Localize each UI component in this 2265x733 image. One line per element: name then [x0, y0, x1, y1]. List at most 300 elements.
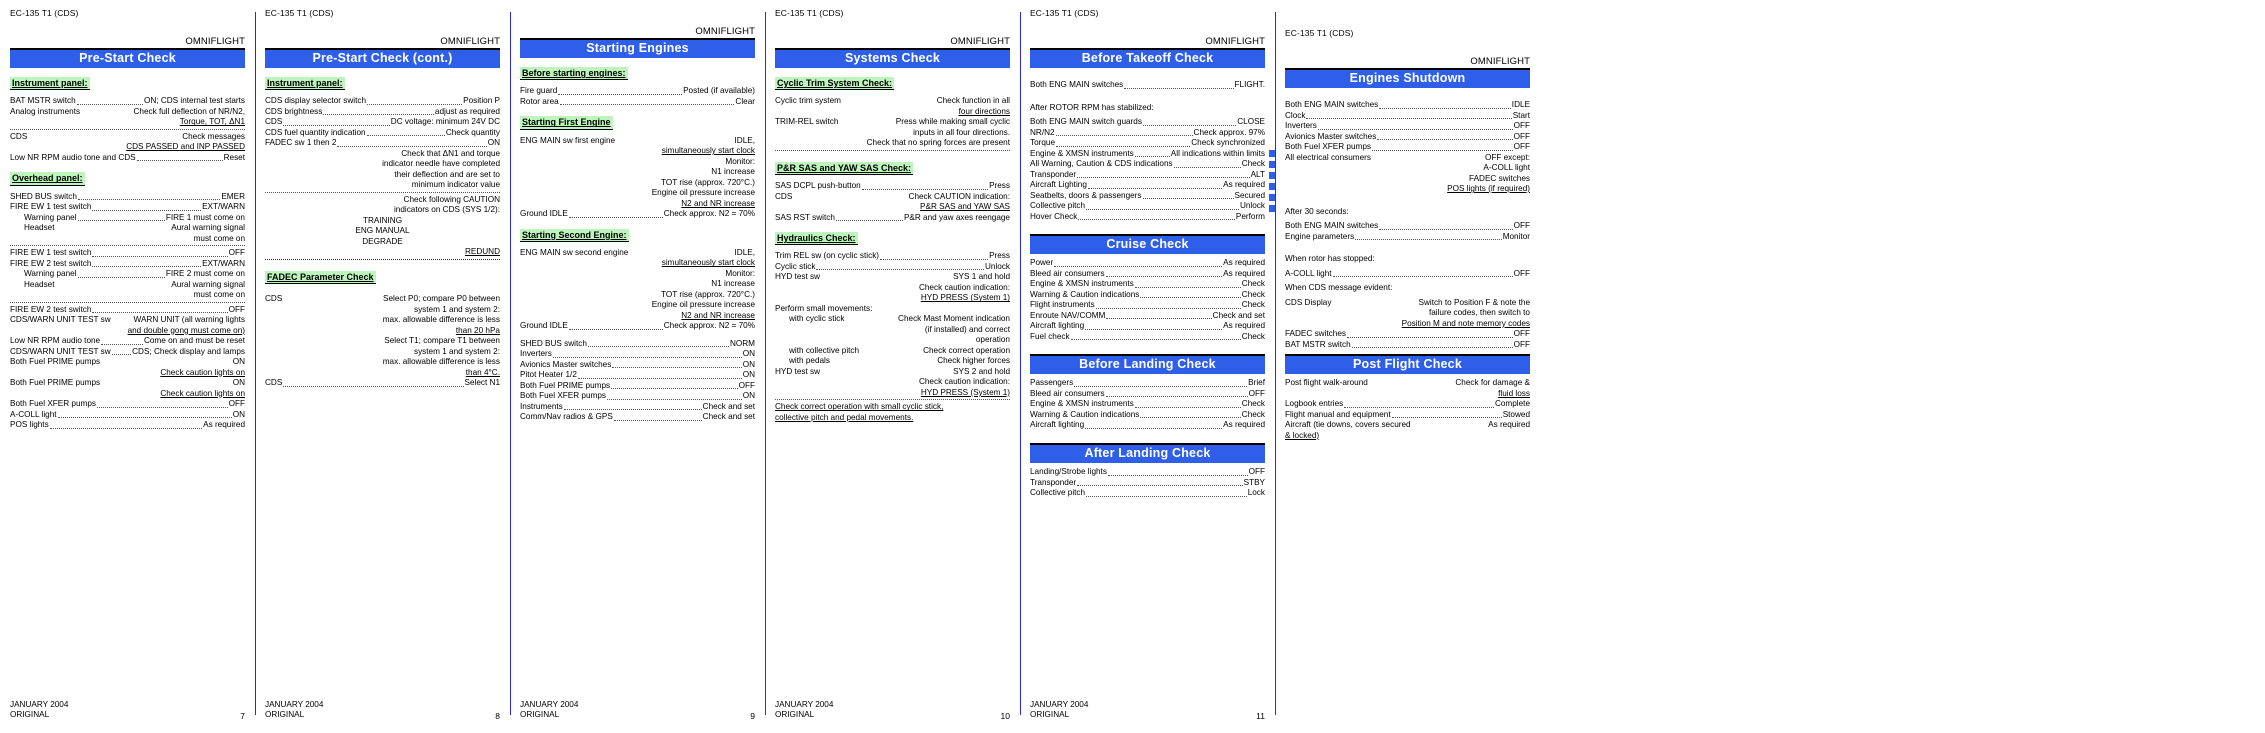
table-row — [1030, 410, 1265, 421]
row-label: HYD test sw — [775, 272, 821, 282]
leader-dots — [1078, 212, 1235, 220]
row-label: All Warning, Caution & CDS indications — [1030, 159, 1173, 169]
row-label: Transponder — [1030, 477, 1077, 487]
divider — [775, 399, 1010, 400]
leader-dots — [112, 317, 133, 324]
checklist-page-5 — [1020, 0, 1275, 733]
row-value: Check quantity — [445, 127, 500, 137]
row-value: All indications within limits — [1170, 148, 1265, 158]
row-value: IDLE, — [734, 247, 755, 257]
row-continuation: TRAINING — [362, 215, 403, 225]
row-label: SAS RST switch — [775, 212, 835, 222]
row-label: FIRE EW 2 test switch — [10, 304, 92, 314]
table-row — [1285, 121, 1530, 132]
row-value: Check higher forces — [937, 356, 1010, 366]
row-label: Both ENG MAIN switches — [1285, 221, 1379, 231]
row-value: Check Mast Moment indication — [898, 314, 1010, 324]
row-label: Collective pitch — [1030, 201, 1086, 211]
page-footer — [775, 700, 1010, 721]
row-value: OFF — [1513, 121, 1530, 131]
table-row — [10, 202, 245, 213]
leader-dots — [1306, 111, 1511, 119]
row-value: Check approx. 97% — [1193, 127, 1265, 137]
row-continuation: N2 and NR increase — [681, 310, 755, 320]
row-label: Both Fuel XFER pumps — [10, 399, 97, 409]
table-row — [265, 96, 500, 107]
row-label: CDS/WARN UNIT TEST sw — [10, 346, 111, 356]
table-row — [1030, 399, 1265, 410]
row-label: Both ENG MAIN switches — [1030, 80, 1124, 90]
table-row — [1030, 300, 1265, 311]
row-label: CDS/WARN UNIT TEST sw — [10, 315, 111, 325]
row-label: NR/N2 — [1030, 127, 1055, 137]
row-continuation: failure codes, then switch to — [1428, 308, 1530, 318]
page-title: Engines Shutdown — [1285, 68, 1530, 88]
row-continuation: Torque, TOT, ΔN1 — [179, 117, 245, 127]
table-row — [775, 96, 1010, 107]
leader-dots — [880, 252, 988, 260]
row-value: ON — [487, 138, 500, 148]
leader-dots — [283, 296, 382, 303]
row-value: As required — [203, 420, 245, 430]
section-rows — [1285, 298, 1530, 351]
table-row — [10, 280, 245, 291]
leader-dots — [50, 421, 202, 429]
table-row — [520, 339, 755, 350]
leader-dots — [367, 128, 445, 136]
page-doc-id: EC-135 T1 (CDS) — [775, 8, 844, 18]
table-row — [1285, 378, 1530, 389]
table-row — [1030, 269, 1265, 280]
leader-dots — [337, 139, 486, 147]
footer-revision: ORIGINAL — [1030, 710, 1070, 720]
leader-dots — [1106, 269, 1222, 277]
footer-revision: ORIGINAL — [775, 710, 815, 720]
table-row — [520, 136, 755, 147]
row-continuation: N1 increase — [711, 279, 755, 289]
checklist-page-3 — [510, 0, 765, 733]
row-continuation: POS lights (if required) — [1447, 184, 1530, 194]
section-rows — [10, 96, 245, 163]
row-label: A-COLL light — [1285, 268, 1332, 278]
row-value: OFF — [1513, 339, 1530, 349]
row-value: Aural warning signal — [171, 223, 245, 233]
row-continuation: HYD PRESS (System 1) — [920, 293, 1010, 303]
leader-dots — [58, 410, 232, 418]
row-value: Select P0; compare P0 between — [383, 294, 500, 304]
section-rows — [520, 86, 755, 107]
footer-date: JANUARY 2004 — [10, 699, 69, 709]
section-rows — [10, 192, 245, 431]
row-value: OFF — [1248, 467, 1265, 476]
section-rows — [1285, 100, 1530, 195]
table-row — [520, 381, 755, 392]
page-doc-id: EC-135 T1 (CDS) — [1030, 8, 1099, 18]
leader-dots — [92, 259, 201, 267]
row-value: Check — [1241, 331, 1265, 341]
leader-dots — [569, 210, 663, 218]
row-value: FLIGHT. — [1234, 80, 1265, 90]
page-title: Systems Check — [775, 48, 1010, 68]
row-value: Check and set — [1212, 310, 1265, 320]
table-row — [265, 128, 500, 139]
table-row — [520, 321, 755, 332]
row-label: Comm/Nav radios & GPS — [520, 412, 613, 422]
row-label: Both ENG MAIN switch guards — [1030, 117, 1142, 127]
leader-dots — [1086, 202, 1239, 210]
row-value: Check — [1241, 279, 1265, 289]
page-number: 7 — [240, 711, 245, 721]
table-row — [10, 410, 245, 421]
leader-dots — [1140, 290, 1240, 298]
leader-dots — [101, 359, 232, 366]
row-value: CLOSE — [1237, 117, 1265, 127]
row-continuation: operation — [975, 335, 1010, 345]
row-label: Aircraft (tie downs, covers secured — [1285, 420, 1411, 430]
table-row — [1285, 410, 1530, 421]
row-value: Reset — [223, 152, 245, 162]
leader-dots — [137, 153, 223, 161]
table-row — [775, 262, 1010, 273]
table-row — [520, 412, 755, 423]
row-value: Check approx. N2 = 70% — [663, 209, 755, 219]
row-continuation: ENG MANUAL — [355, 226, 410, 236]
section-rows — [1030, 258, 1265, 342]
row-continuation: Check following CAUTION — [403, 194, 500, 204]
row-label: Fuel check — [1030, 331, 1070, 341]
row-label: HYD test sw — [775, 366, 821, 376]
leader-dots — [629, 249, 733, 256]
table-row — [10, 213, 245, 224]
footer-revision: ORIGINAL — [10, 710, 50, 720]
row-value: ON — [232, 409, 245, 419]
row-continuation: four directions — [958, 106, 1010, 116]
page-title: Pre-Start Check (cont.) — [265, 48, 500, 68]
row-continuation: fluid loss — [1498, 388, 1530, 398]
section-rows — [520, 136, 755, 220]
table-row — [265, 378, 500, 389]
row-label: FADEC switches — [1285, 329, 1346, 339]
leader-dots — [1372, 143, 1513, 151]
leader-dots — [1392, 410, 1502, 418]
leader-dots — [831, 358, 936, 365]
row-continuation: simultaneously start clock — [661, 258, 755, 268]
table-row — [520, 370, 755, 381]
row-value: Check messages — [182, 131, 245, 141]
leader-dots — [1086, 489, 1247, 497]
leader-dots — [81, 108, 132, 115]
plain-heading: After 30 seconds: — [1285, 206, 1349, 216]
row-continuation: CDS PASSED and INP PASSED — [126, 142, 245, 152]
row-value: Check correct operation — [923, 345, 1010, 355]
row-label: FIRE EW 2 test switch — [10, 258, 92, 268]
row-value: OFF — [228, 248, 245, 258]
row-label: Avionics Master switches — [520, 359, 612, 369]
table-row — [775, 251, 1010, 262]
row-value: OFF — [1513, 268, 1530, 278]
row-value: ON; CDS internal test starts — [143, 96, 245, 106]
row-continuation: Engine oil pressure increase — [651, 188, 755, 198]
table-row — [10, 336, 245, 347]
leader-dots — [1077, 170, 1249, 178]
table-row — [1285, 153, 1530, 164]
row-value: OFF — [1513, 131, 1530, 141]
row-label: Engine parameters — [1285, 231, 1355, 241]
page-number: 11 — [1256, 711, 1265, 721]
leader-dots — [862, 182, 988, 190]
row-label: Warning panel — [24, 212, 77, 222]
row-value: Unlock — [984, 261, 1010, 271]
leader-dots — [860, 347, 922, 354]
row-label: CDS Display — [1285, 297, 1332, 307]
row-value: SYS 2 and hold — [953, 366, 1010, 376]
plain-heading: When CDS message evident: — [1285, 283, 1393, 293]
row-label: Trim REL sw (on cyclic stick) — [775, 251, 880, 261]
table-row — [1285, 298, 1530, 309]
leader-dots — [873, 305, 1009, 312]
page-number: 9 — [750, 711, 755, 721]
leader-dots — [793, 193, 907, 200]
row-value: As required — [1223, 268, 1265, 278]
page-footer — [10, 700, 245, 721]
table-row — [265, 294, 500, 305]
row-value: Press while making small cyclic — [895, 117, 1010, 127]
row-continuation: than 4°C. — [465, 367, 500, 377]
table-row — [10, 269, 245, 280]
table-row — [10, 153, 245, 164]
row-value: OFF — [228, 304, 245, 314]
row-label: SHED BUS switch — [520, 338, 587, 348]
leader-dots — [846, 316, 898, 323]
leader-dots — [78, 270, 165, 278]
leader-dots — [1124, 81, 1233, 89]
leader-dots — [1379, 222, 1512, 230]
row-label: Post flight walk-around — [1285, 378, 1368, 388]
row-continuation: Monitor: — [725, 268, 755, 278]
row-value: OFF — [738, 380, 755, 390]
table-row — [1030, 128, 1265, 139]
row-value: ON — [742, 370, 755, 380]
footer-date: JANUARY 2004 — [265, 699, 324, 709]
row-label: Both Fuel XFER pumps — [1285, 142, 1372, 152]
leader-dots — [1140, 410, 1240, 418]
leader-dots — [1372, 154, 1484, 161]
row-label: Headset — [24, 279, 55, 289]
row-label: Engine & XMSN instruments — [1030, 148, 1134, 158]
row-value: EMER — [221, 191, 245, 201]
table-row — [1030, 488, 1265, 499]
row-label: Pitot Heater 1/2 — [520, 370, 577, 380]
row-continuation: must come on — [193, 290, 245, 300]
row-label: CDS — [265, 378, 283, 388]
row-value: CDS; Check display and lamps — [132, 346, 245, 356]
row-continuation: indicators on CDS (SYS 1/2): — [393, 205, 500, 215]
table-row — [1030, 191, 1265, 202]
table-row — [1030, 180, 1265, 191]
row-value: As required — [1223, 258, 1265, 268]
row-value: Posted (if available) — [683, 86, 755, 96]
table-row — [10, 132, 245, 143]
section-heading-cyclic-trim-system-check: Cyclic Trim System Check: — [775, 77, 894, 90]
row-label: Cyclic trim system — [775, 96, 841, 106]
brand-name: OMNIFLIGHT — [185, 36, 245, 47]
row-value: OFF — [228, 399, 245, 409]
row-continuation: Check caution lights on — [160, 388, 245, 398]
row-value: Check for damage & — [1455, 378, 1530, 388]
row-value: Lock — [1247, 488, 1265, 497]
row-value: EXT/WARN — [202, 202, 245, 212]
section-rows — [520, 248, 755, 423]
table-row — [1285, 329, 1530, 340]
row-value: ALT — [1250, 169, 1265, 179]
table-row — [1030, 321, 1265, 332]
table-row — [520, 86, 755, 97]
row-label: Aircraft lighting — [1030, 321, 1085, 331]
row-value: ON — [232, 378, 245, 388]
row-value: Come on and must be reset — [143, 336, 245, 346]
row-label: Low NR RPM audio tone — [10, 336, 101, 346]
leader-dots — [28, 133, 181, 140]
section-heading-starting-second-engine: Starting Second Engine: — [520, 229, 629, 242]
leader-dots — [92, 249, 227, 257]
row-value: Check — [1241, 399, 1265, 409]
row-label: Bleed air consumers — [1030, 388, 1105, 398]
row-value: Unlock — [1239, 201, 1265, 211]
row-continuation: minimum indicator value — [411, 180, 500, 190]
row-value: Check CAUTION indication: — [908, 191, 1010, 201]
row-continuation: (if installed) and correct — [924, 324, 1010, 334]
row-value: FIRE 1 must come on — [165, 212, 245, 222]
leader-dots — [78, 192, 220, 200]
leader-dots — [560, 97, 735, 105]
leader-dots — [92, 203, 201, 211]
leader-dots — [97, 400, 228, 408]
leader-dots — [616, 137, 733, 144]
leader-dots — [1074, 379, 1247, 387]
brand-name: OMNIFLIGHT — [950, 36, 1010, 47]
row-value: Start — [1512, 110, 1530, 120]
row-value: As required — [1223, 321, 1265, 331]
leader-dots — [283, 118, 390, 126]
leader-dots — [569, 322, 663, 330]
row-value: OFF except: — [1484, 152, 1530, 162]
row-label: FIRE EW 1 test switch — [10, 248, 92, 258]
table-row — [1285, 221, 1530, 232]
table-row — [775, 314, 1010, 325]
leader-dots — [56, 225, 171, 232]
divider — [775, 150, 1010, 151]
row-continuation: HYD PRESS (System 1) — [920, 387, 1010, 397]
page-title: Starting Engines — [520, 38, 755, 58]
row-label: with pedals — [789, 356, 830, 366]
table-row — [10, 357, 245, 368]
divider — [265, 192, 500, 193]
table-row — [1030, 467, 1265, 478]
section-rows — [265, 290, 500, 389]
row-value: OFF — [1513, 221, 1530, 231]
row-label: Seatbelts, doors & passengers — [1030, 190, 1142, 200]
leader-dots — [1352, 340, 1513, 348]
section-heading-overhead-panel: Overhead panel: — [10, 172, 85, 185]
row-label: Hover Check — [1030, 211, 1078, 221]
section-rows — [1030, 378, 1265, 431]
brand-name: OMNIFLIGHT — [1205, 36, 1265, 47]
row-label: A-COLL light — [10, 409, 57, 419]
leader-dots — [1355, 232, 1502, 240]
leader-dots — [77, 97, 143, 105]
row-label: Warning & Caution indications — [1030, 289, 1140, 299]
table-row — [10, 315, 245, 326]
table-row — [520, 97, 755, 108]
row-label: Perform small movements: — [775, 303, 873, 313]
row-label: Enroute NAV/COMM — [1030, 310, 1106, 320]
row-value: STBY — [1243, 477, 1265, 487]
section-rows — [1285, 269, 1530, 280]
row-continuation: than 20 hPa — [455, 325, 500, 335]
leader-dots — [1106, 311, 1211, 319]
section-heading-instrument-panel: Instrument panel: — [265, 77, 345, 90]
leader-dots — [112, 347, 131, 355]
checklist-page-4 — [765, 0, 1020, 733]
row-value: Secured — [1234, 190, 1265, 200]
table-row — [775, 356, 1010, 367]
table-row — [10, 399, 245, 410]
row-label: Instruments — [520, 401, 563, 411]
row-value: Brief — [1248, 378, 1265, 388]
page-number: 8 — [495, 711, 500, 721]
row-label: Both ENG MAIN switches — [1285, 100, 1379, 110]
row-label: Low NR RPM audio tone and CDS — [10, 152, 136, 162]
row-label: Engine & XMSN instruments — [1030, 279, 1134, 289]
row-continuation: Check that ΔN1 and torque — [401, 148, 500, 158]
row-label: SHED BUS switch — [10, 191, 77, 201]
leader-dots — [1318, 122, 1513, 130]
row-continuation: system 1 and system 2: — [413, 346, 500, 356]
row-continuation: N2 and NR increase — [681, 198, 755, 208]
row-continuation: simultaneously start clock — [661, 146, 755, 156]
row-continuation: their deflection and are set to — [394, 169, 500, 179]
divider — [10, 245, 245, 246]
footer-date: JANUARY 2004 — [1030, 699, 1089, 709]
table-row — [265, 107, 500, 118]
row-label: Collective pitch — [1030, 488, 1086, 497]
row-label: Analog instruments — [10, 106, 81, 116]
leader-dots — [1135, 400, 1241, 408]
row-value: Check approx. N2 = 70% — [663, 321, 755, 331]
table-row — [1030, 332, 1265, 343]
row-label: FIRE EW 1 test switch — [10, 202, 92, 212]
table-row — [10, 347, 245, 358]
plain-heading: When rotor has stopped: — [1285, 254, 1375, 264]
row-label: Power — [1030, 258, 1054, 268]
row-value: Stowed — [1502, 409, 1530, 419]
row-value: OFF — [1513, 142, 1530, 152]
row-label: Fire guard — [520, 86, 558, 96]
table-row — [1030, 159, 1265, 170]
leader-dots — [1071, 332, 1241, 340]
table-row — [775, 367, 1010, 378]
row-label: Headset — [24, 223, 55, 233]
row-label: Both Fuel PRIME pumps — [520, 380, 611, 390]
subsection-title-before-landing-check: Before Landing Check — [1030, 354, 1265, 374]
row-value: As required — [1488, 420, 1530, 430]
row-label: Ground IDLE — [520, 321, 568, 331]
row-continuation: TOT rise (approx. 720°C.) — [661, 177, 755, 187]
row-value: Check — [1241, 159, 1265, 169]
table-row — [1030, 279, 1265, 290]
row-label: Rotor area — [520, 96, 559, 106]
leader-dots — [1085, 322, 1222, 330]
